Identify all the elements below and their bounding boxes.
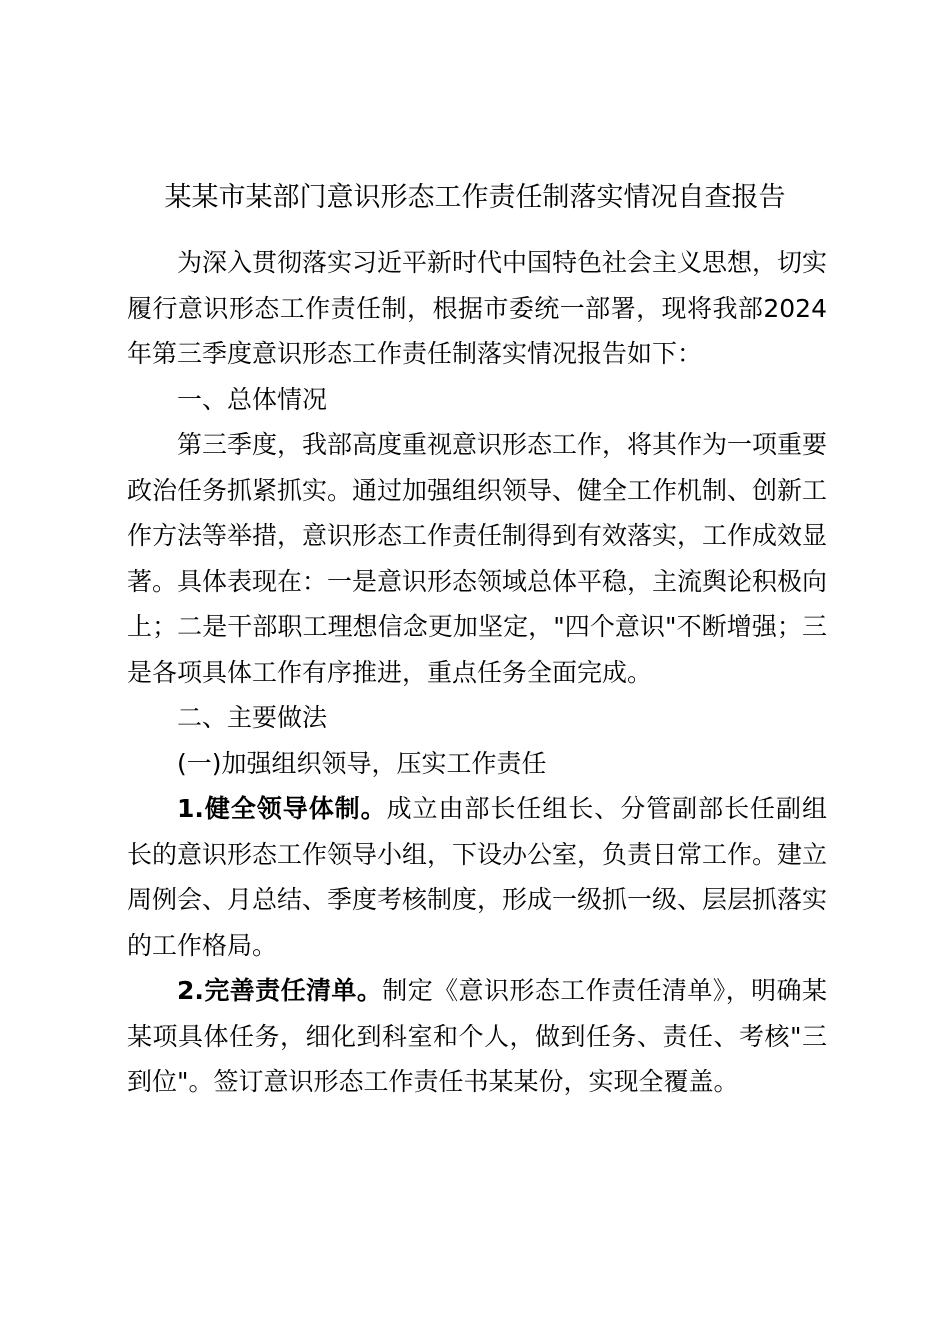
intro-paragraph: 为深入贯彻落实习近平新时代中国特色社会主义思想，切实履行意识形态工作责任制，根据市委统一部署，现将我部2024年第三季度意识形态工作责任制落实情况报告如下： — [127, 248, 828, 368]
item-body-responsibility-list: 制定《意识形态工作责任清单》，明确某某项具体任务，细化到科室和个人，做到任务、责任、考核"三到位"。签订意识形态工作责任书某某份，实现全覆盖。 — [127, 976, 827, 1096]
subsection-heading-leadership: (一)加强组织领导，压实工作责任 — [177, 748, 547, 778]
item-lead-leadership-system: 1.健全领导体制。 — [177, 794, 387, 823]
item-lead-responsibility-list: 2.完善责任清单。 — [177, 976, 383, 1005]
document-title: 某某市某部门意识形态工作责任制落实情况自查报告 — [164, 182, 786, 213]
item-paragraph-leadership-system — [127, 786, 827, 968]
section-heading-overall: 一、总体情况 — [177, 384, 328, 414]
section-heading-methods: 二、主要做法 — [177, 703, 328, 732]
document-body — [127, 240, 827, 1105]
item-body-leadership-system: 成立由部长任组长、分管副部长任副组长的意识形态工作领导小组，下设办公室，负责日常工作。建立周例会、月总结、季度考核制度，形成一级抓一级、层层抓落实的工作格局。 — [127, 794, 828, 960]
overall-paragraph: 第三季度，我部高度重视意识形态工作，将其作为一项重要政治任务抓紧抓实。通过加强组织领导、健全工作机制、创新工作方法等举措，意识形态工作责任制得到有效落实，工作成效显著。具体表现在：一是意识形态领域总体平稳，主流舆论积极向上；二是干部职工理想信念更加坚定，"四个意识"不断增强；三是各项具体工作有序推进，重点任务全面完成。 — [127, 430, 828, 687]
item-paragraph-responsibility-list — [127, 968, 827, 1105]
